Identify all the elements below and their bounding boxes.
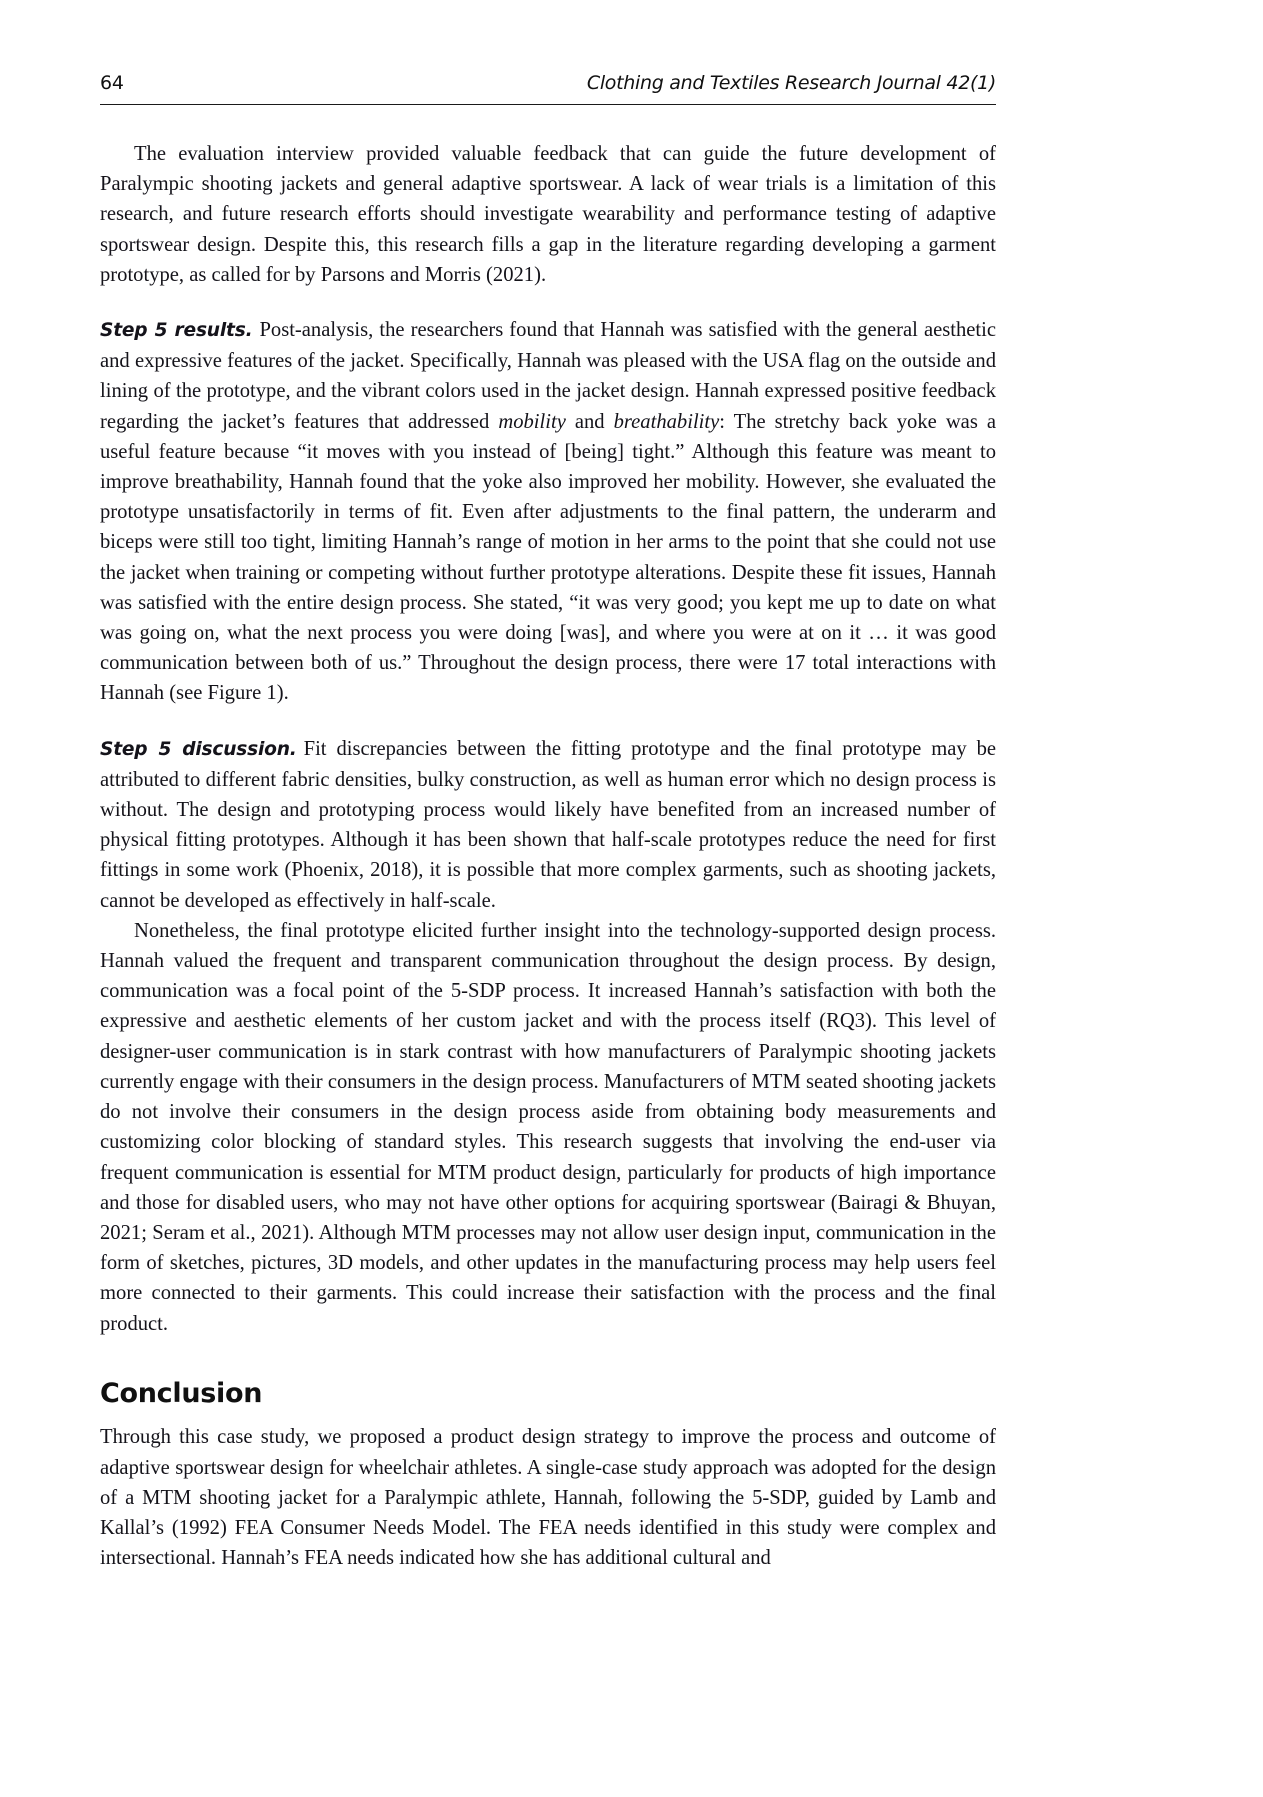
step5-discussion-text: Fit discrepancies between the fitting prototype and the final prototype may be attributed to different fabric densities, bulky construction, as well as human error which no design process is without. The design and prototyping process would likely have benefited from an increased number of physical fitting prototypes. Although it has been shown that half-scale prototypes reduce the need for first fittings in some work (Phoenix, 2018), it is possible that more complex garments, such as shooting jackets, cannot be developed as effectively in half-scale.: [100, 737, 997, 912]
page-content: [100, 72, 996, 1573]
paragraph-step5-results: [100, 315, 996, 709]
step5-results-emphasis-mobility: mobility: [498, 410, 566, 433]
step5-results-text-a: Post-analysis, the researchers found that Hannah was satisfied with the general aesthetic and expressive features of the jacket. Specifically, Hannah was pleased with the USA flag on the outside and lining of the prototype, and the vibrant colors used in the jacket design. Hannah expressed positive feedback regarding the jacket’s features that addressed: [100, 319, 996, 433]
paragraph-evaluation-interview: The evaluation interview provided valuable feedback that can guide the future development of Paralympic shooting jackets and general adaptive sportswear. A lack of wear trials is a limitation of this research, and future research efforts should investigate wearability and performance testing of adaptive sportswear design. Despite this, this research fills a gap in the literature regarding developing a garment prototype, as called for by Parsons and Morris (2021).: [100, 143, 996, 286]
paragraph-conclusion: Through this case study, we proposed a product design strategy to improve the process and outcome of adaptive sportswear design for wheelchair athletes. A single-case study approach was adopted for the design of a MTM shooting jacket for a Paralympic athlete, Hannah, following the 5-SDP, guided by Lamb and Kallal’s (1992) FEA Consumer Needs Model. The FEA needs identified in this study were complex and intersectional. Hannah’s FEA needs indicated how she has additional cultural and: [100, 1426, 996, 1570]
running-head: [100, 72, 996, 105]
step5-results-emphasis-breathability: breathability: [613, 410, 720, 433]
body-column: [100, 139, 996, 1573]
journal-title: Clothing and Textiles Research Journal 42(1): [586, 72, 996, 94]
paragraph-step5-discussion: [100, 734, 996, 916]
step5-discussion-run-in-heading: Step 5 discussion.: [100, 738, 297, 760]
step5-results-text-b: and: [565, 410, 614, 433]
step5-results-text-c: : The stretchy back yoke was a useful feature because “it moves with you instead of [being] tight.” Although this feature was meant to improve breathability, Hannah found that the yoke also improved her mobility. However, she evaluated the prototype unsatisfactorily in terms of fit. Even after adjustments to the final pattern, the underarm and biceps were still too tight, limiting Hannah’s range of motion in her arms to the point that she could not use the jacket when training or competing without further prototype alterations. Despite these fit issues, Hannah was satisfied with the entire design process. She stated, “it was very good; you kept me up to date on what was going on, what the next process you were doing [was], and where you were at on it … it was good communication between both of us.” Throughout the design process, there were 17 total interactions with Hannah (see Figure 1).: [100, 410, 997, 705]
page-number: 64: [100, 72, 124, 94]
step5-results-run-in-heading: Step 5 results.: [100, 320, 253, 342]
paragraph-nonetheless: Nonetheless, the final prototype elicited further insight into the technology-supported design process. Hannah valued the frequent and transparent communication throughout the design process. By design, communication was a focal point of the 5-SDP process. It increased Hannah’s satisfaction with both the expressive and aesthetic elements of her custom jacket and with the process itself (RQ3). This level of designer-user communication is in stark contrast with how manufacturers of Paralympic shooting jackets currently engage with their consumers in the design process. Manufacturers of MTM seated shooting jackets do not involve their consumers in the design process aside from obtaining body measurements and customizing color blocking of standard styles. This research suggests that involving the end-user via frequent communication is essential for MTM product design, particularly for products of high importance and those for disabled users, who may not have other options for acquiring sportswear (Bairagi & Bhuyan, 2021; Seram et al., 2021). Although MTM processes may not allow user design input, communication in the form of sketches, pictures, 3D models, and other updates in the manufacturing process may help users feel more connected to their garments. This could increase their satisfaction with the process and the final product.: [100, 919, 996, 1335]
section-heading-conclusion: Conclusion: [100, 1377, 263, 1409]
